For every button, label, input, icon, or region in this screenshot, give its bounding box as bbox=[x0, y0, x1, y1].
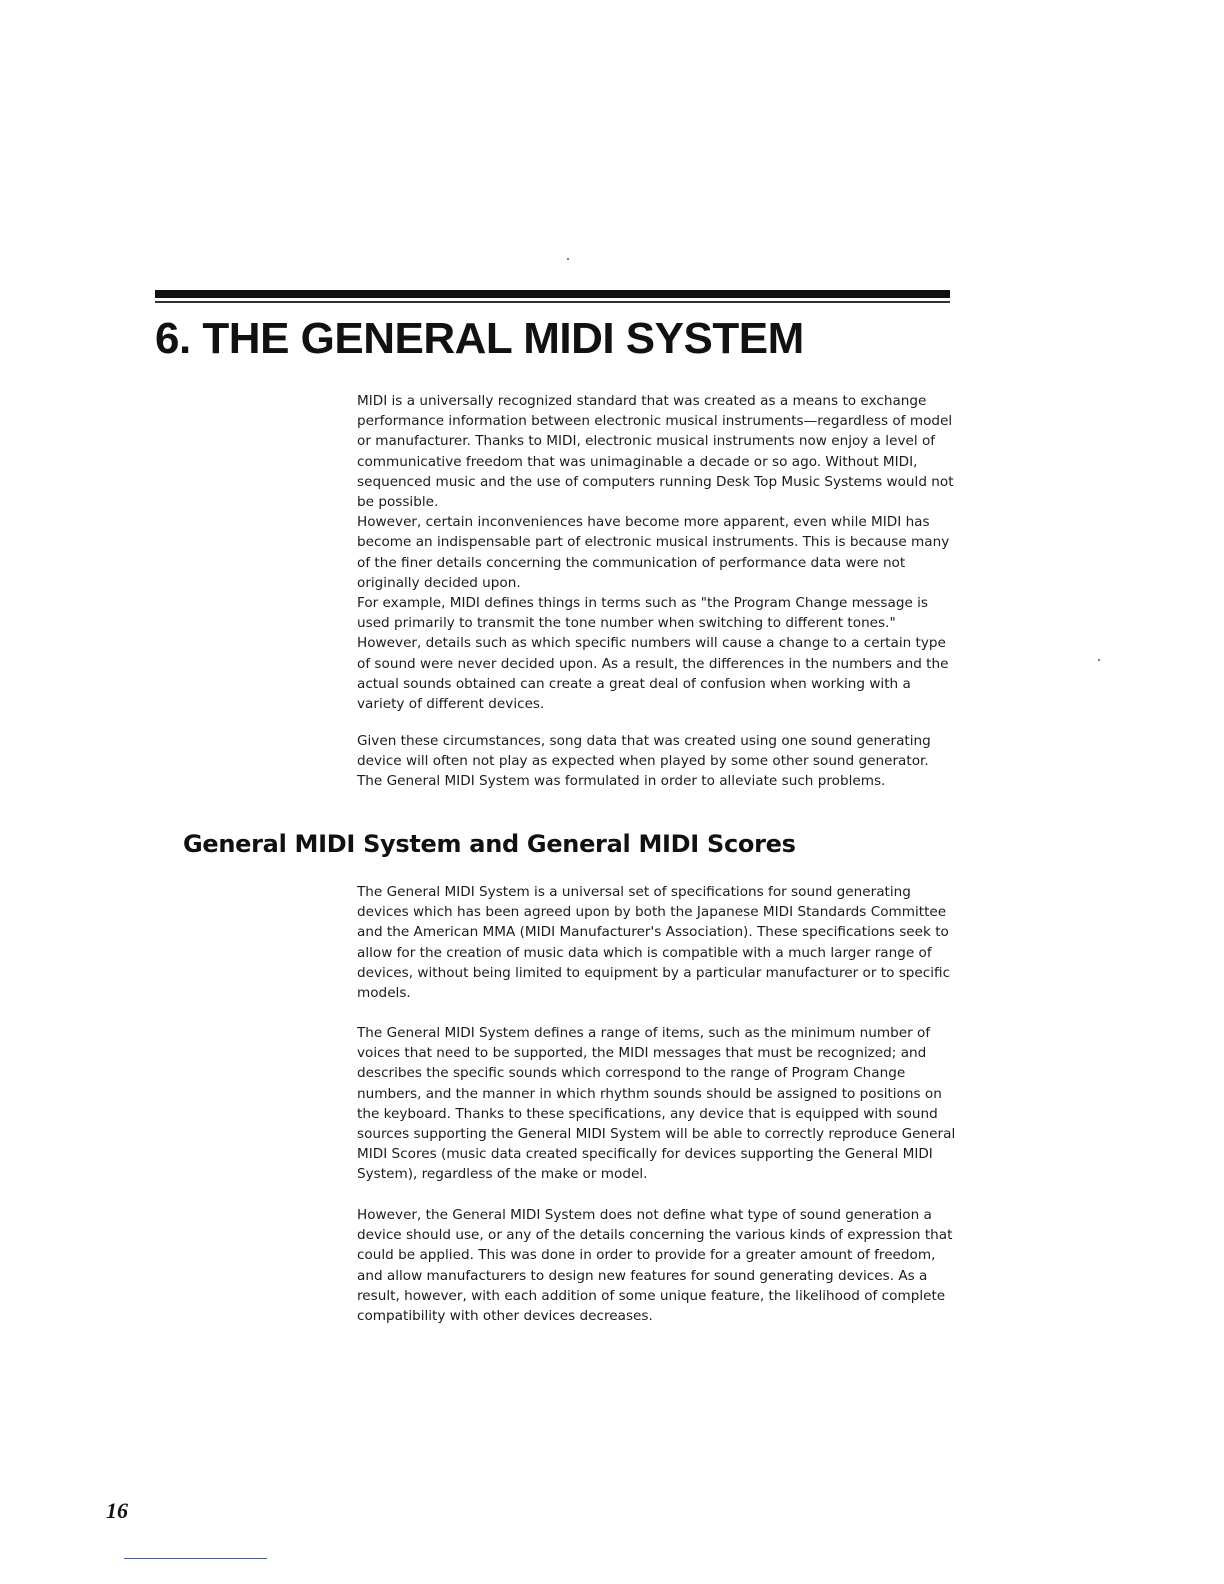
page-number: 16 bbox=[106, 1498, 128, 1523]
scan-speck bbox=[567, 258, 569, 260]
section-heading: General MIDI System and General MIDI Scores bbox=[183, 830, 796, 858]
intro-paragraph-2: However, certain inconveniences have become more apparent, even while MIDI has become an indispensable part of electronic musical instruments. This is because many of the finer details concerning the communication of performance data were not originally decided upon. bbox=[357, 514, 950, 591]
intro-paragraph-3: For example, MIDI defines things in terms such as "the Program Change message is used primarily to transmit the tone number when switching to different tones." However, details such as which specific numbers will cause a change to a certain type of sound were never decided upon. As a result, the differences in the numbers and the actual sounds obtained can create a great deal of confusion when working with a variety of different devices. bbox=[357, 595, 949, 713]
section-paragraph-block-2 bbox=[357, 1023, 957, 1185]
chapter-rule-thin bbox=[155, 301, 950, 303]
section-paragraph-3: However, the General MIDI System does not define what type of sound generation a device should use, or any of the details concerning the various kinds of expression that could be applied. This was done in order to provide for a greater amount of freedom, and allow manufacturers to design new features for sound generating devices. As a result, however, with each addition of some unique feature, the likelihood of complete compatibility with other devices decreases. bbox=[357, 1207, 953, 1325]
section-paragraph-2: The General MIDI System defines a range of items, such as the minimum number of voices that need to be supported, the MIDI messages that must be recognized; and describes the specific sounds which correspond to the range of Program Change numbers, and the manner in which rhythm sounds should be assigned to positions on the keyboard. Thanks to these specifications, any device that is equipped with sound sources supporting the General MIDI System will be able to correctly reproduce General MIDI Scores (music data created specifically for devices supporting the General MIDI System), regardless of the make or model. bbox=[357, 1025, 956, 1183]
intro-paragraph-1: MIDI is a universally recognized standard that was created as a means to exchange performance information between electronic musical instruments—regardless of model or manufacturer. Thanks to MIDI, electronic musical instruments now enjoy a level of communicative freedom that was unimaginable a decade or so ago. Without MIDI, sequenced music and the use of computers running Desk Top Music Systems would not be possible. bbox=[357, 393, 954, 511]
section-paragraph-1: The General MIDI System is a universal set of specifications for sound generating devices which has been agreed upon by both the Japanese MIDI Standards Committee and the American MMA (MIDI Manufacturer's Association). These specifications seek to allow for the creation of music data which is compatible with a much larger range of devices, without being limited to equipment by a particular manufacturer or to specific models. bbox=[357, 884, 951, 1002]
chapter-title: 6. THE GENERAL MIDI SYSTEM bbox=[155, 314, 804, 363]
chapter-rule-thick bbox=[155, 290, 950, 298]
bottom-link-underline bbox=[124, 1558, 267, 1559]
intro-paragraph-4: Given these circumstances, song data that was created using one sound generating device will often not play as expected when played by some other sound generator. The General MIDI System was formulated in order to alleviate such problems. bbox=[357, 733, 931, 790]
intro-block-2 bbox=[357, 731, 957, 792]
section-paragraph-block-3 bbox=[357, 1205, 957, 1326]
scan-speck bbox=[1098, 659, 1100, 661]
section-paragraph-block-1 bbox=[357, 882, 957, 1003]
intro-block-1 bbox=[357, 391, 957, 714]
